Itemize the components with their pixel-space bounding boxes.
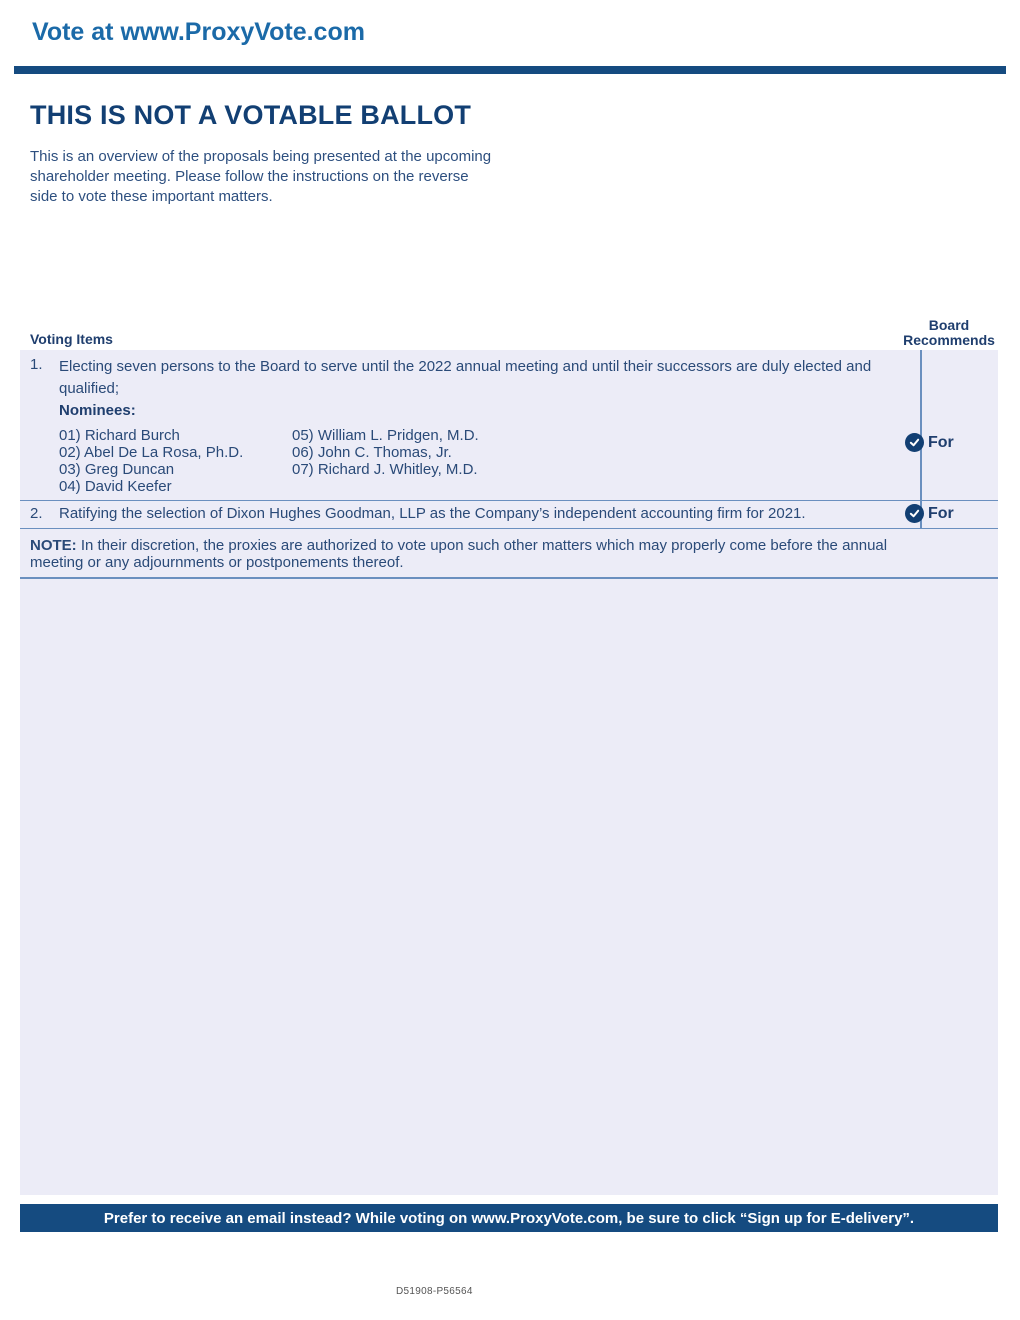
nominee: 02) Abel De La Rosa, Ph.D. — [59, 444, 244, 461]
intro-text: This is an overview of the proposals being presented at the upcoming shareholder meeting. Please follow the instructions on the reverse side to vote these important matters. — [30, 148, 492, 205]
e-delivery-text: Prefer to receive an email instead? While voting on www.ProxyVote.com, be sure to click “Sign up for E-delivery”. — [103, 1209, 915, 1227]
board-recommendation — [905, 504, 954, 523]
nominees-column-right — [292, 427, 479, 478]
nominee: 05) William L. Pridgen, M.D. — [292, 427, 479, 444]
note-label: NOTE: — [30, 537, 77, 554]
nominees-label: Nominees: — [59, 402, 136, 419]
page-title: THIS IS NOT A VOTABLE BALLOT — [30, 100, 472, 130]
item-number: 1. — [30, 356, 43, 373]
recommendation-label: For — [928, 504, 954, 522]
document-code: D51908-P56564 — [396, 1286, 473, 1297]
note-rule — [20, 577, 998, 579]
column-divider — [920, 350, 922, 500]
voting-items-header: Voting Items — [30, 331, 113, 347]
note-body: In their discretion, the proxies are authorized to vote upon such other matters which may properly come before the annual meeting or any adjournments or postponements thereof. — [30, 537, 888, 571]
item-text: Electing seven persons to the Board to serve until the 2022 annual meeting and until their successors are duly elected and qualified; — [59, 358, 872, 397]
nominee: 01) Richard Burch — [59, 427, 180, 444]
e-delivery-banner — [20, 1204, 998, 1232]
check-circle-icon — [905, 433, 924, 452]
board-recommends-header — [900, 318, 998, 348]
note-text — [30, 537, 930, 571]
board-recommends-line2: Recommends — [903, 332, 995, 348]
recommendation-label: For — [928, 433, 954, 451]
item-number: 2. — [30, 505, 43, 522]
item-text: Ratifying the selection of Dixon Hughes Goodman, LLP as the Company’s independent accounting firm for 2021. — [59, 505, 806, 522]
proxyvote-link[interactable]: Vote at www.ProxyVote.com — [32, 18, 365, 46]
board-recommendation — [905, 433, 954, 452]
board-recommends-line1: Board — [928, 317, 970, 333]
nominee: 03) Greg Duncan — [59, 461, 175, 478]
nominee: 04) David Keefer — [59, 478, 172, 495]
check-circle-icon — [905, 504, 924, 523]
nominee: 06) John C. Thomas, Jr. — [292, 444, 452, 461]
voting-item-1 — [20, 350, 998, 501]
header-rule — [14, 66, 1006, 74]
nominee: 07) Richard J. Whitley, M.D. — [292, 461, 478, 478]
voting-item-2 — [20, 501, 998, 529]
nominees-column-left — [59, 427, 243, 495]
